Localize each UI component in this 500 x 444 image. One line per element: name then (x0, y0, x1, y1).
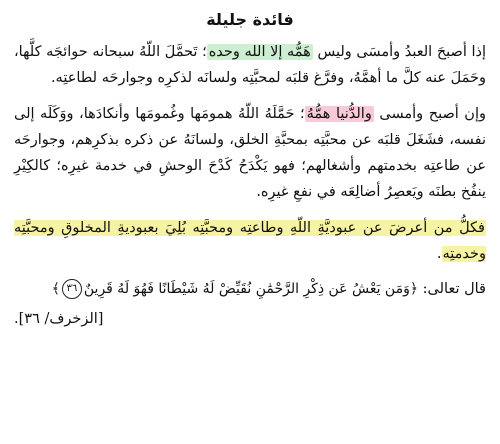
paragraph-1-text-b: ؛ تَحمَّلَ اللّهُ سبحانه حوائجَه كلَّها، وحَمَلَ عنه كلَّ ما أهمَّهُ، وفرَّغ قلبَه لمحبَّتِه ولسانَه لذكرِه وجوارحَه لطاعتِه. (14, 44, 486, 86)
verse-number: ٣٦ (62, 279, 82, 299)
paragraph-2-highlight: والدُّنيا همُّهُ (306, 106, 372, 122)
verse-text: وَمَن يَعْشُ عَن ذِكْرِ الرَّحْمَٰنِ نُقَيِّضْ لَهُ شَيْطَانًا فَهُوَ لَهُ قَرِينٌ (83, 281, 410, 297)
quran-quote (14, 277, 486, 301)
paragraph-3: فكلُّ من أعرضَ عن عبوديَّةِ اللّهِ وطاعتِه ومحبَّتِه بُلِيَ بعبوديةِ المخلوقِ ومحبَّتِه وخدمتِه. (14, 220, 486, 262)
verse-reference: [الزخرف/ ٣٦]. (14, 311, 104, 327)
paragraph-2-text-b: ؛ حَمَّلَهُ اللّهُ همومَها وغُمومَها وأنكادَها، ووَكَلَه إلى نفسه، فشَغَلَ قلبَه عن محبَّتِه بمحبَّةِ الخلق، ولسانَهُ عن ذكره بذكرِهم، وجوارحَه عن طاعتِه بخدمتهم وأشغالهم؛ فهو يَكْدَحُ كَدْحَ الوحشِ في خدمة غيرِه؛ كالكِيْرِ ينفُخ بطنَه ويَعصِرُ أضالِعَه في نفعِ غيرِه. (14, 106, 486, 200)
page-title: فائدة جليلة (206, 10, 294, 29)
verse-open-bracket: ﴿ (409, 281, 419, 297)
verse-close-bracket: ﴾ (51, 281, 60, 297)
paragraph-1-text-a: إذا أصبحَ العبدُ وأمسَى وليس (312, 44, 487, 60)
paragraph-2-text-a: وإن أصبح وأمسى (373, 106, 486, 122)
paragraph-1 (14, 39, 486, 91)
paragraph-3-highlight: فكلُّ من أعرضَ عن عبوديَّةِ اللّهِ وطاعتِه ومحبَّتِه بُلِيَ بعبوديةِ المخلوقِ ومحبَّتِه وخدمتِه (14, 220, 486, 262)
quote-intro: قال تعالى: (418, 281, 486, 297)
paragraph-2 (14, 101, 486, 205)
paragraph-1-highlight: هَمُّه إلا الله وحده (208, 44, 311, 60)
